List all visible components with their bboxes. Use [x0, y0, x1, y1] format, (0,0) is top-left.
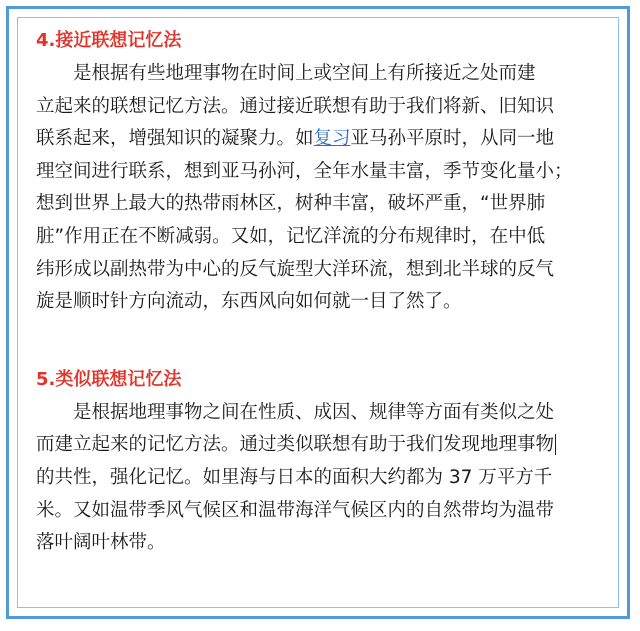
paragraph-line: 是根据有些地理事物在时间上或空间上有所接近之处而建: [73, 63, 536, 84]
paragraph-text: 联系起来，增强知识的凝聚力。如: [36, 128, 314, 150]
paragraph-line: 是根据地理事物之间在性质、成因、规律等方面有类似之处: [73, 401, 555, 423]
section-heading-5: 5.类似联想记忆法: [36, 368, 182, 390]
section-gap: [36, 319, 602, 363]
section-heading-4: 4.接近联想记忆法: [36, 30, 182, 51]
paragraph-line: 立起来的联想记忆方法。通过接近联想有助于我们将新、旧知识: [36, 95, 555, 117]
paragraph-line: 脏”作用正在不断减弱。又如，记忆洋流的分布规律时，在中低: [36, 225, 546, 247]
article-content: [36, 30, 602, 560]
paragraph-line: 想到世界上最大的热带雨林区，树种丰富，破坏严重，“世界肺: [36, 193, 546, 215]
paragraph-line: [36, 123, 602, 156]
paragraph-line: [36, 429, 602, 462]
review-link[interactable]: 复习: [313, 128, 351, 150]
paragraph-line: 纬形成以副热带为中心的反气旋型大洋环流，想到北半球的反气: [36, 258, 555, 280]
paragraph-line: 理空间进行联系，想到亚马孙河，全年水量丰富，季节变化量小；: [36, 160, 573, 182]
paragraph-line: 旋是顺时针方向流动，东西风向如何就一目了然了。: [36, 291, 462, 313]
paragraph-line: 落叶阔叶林带。: [36, 532, 166, 554]
text-caret-line: 而建立起来的记忆方法。通过类似联想有助于我们发现地理事物: [36, 434, 555, 456]
paragraph-text: 亚马孙平原时，从同一地: [350, 128, 555, 150]
paragraph-line: 米。又如温带季风气候区和温带海洋气候区内的自然带均为温带: [36, 499, 555, 521]
paragraph-line: 的共性，强化记忆。如里海与日本的面积大约都为 37 万平方千: [36, 466, 553, 488]
